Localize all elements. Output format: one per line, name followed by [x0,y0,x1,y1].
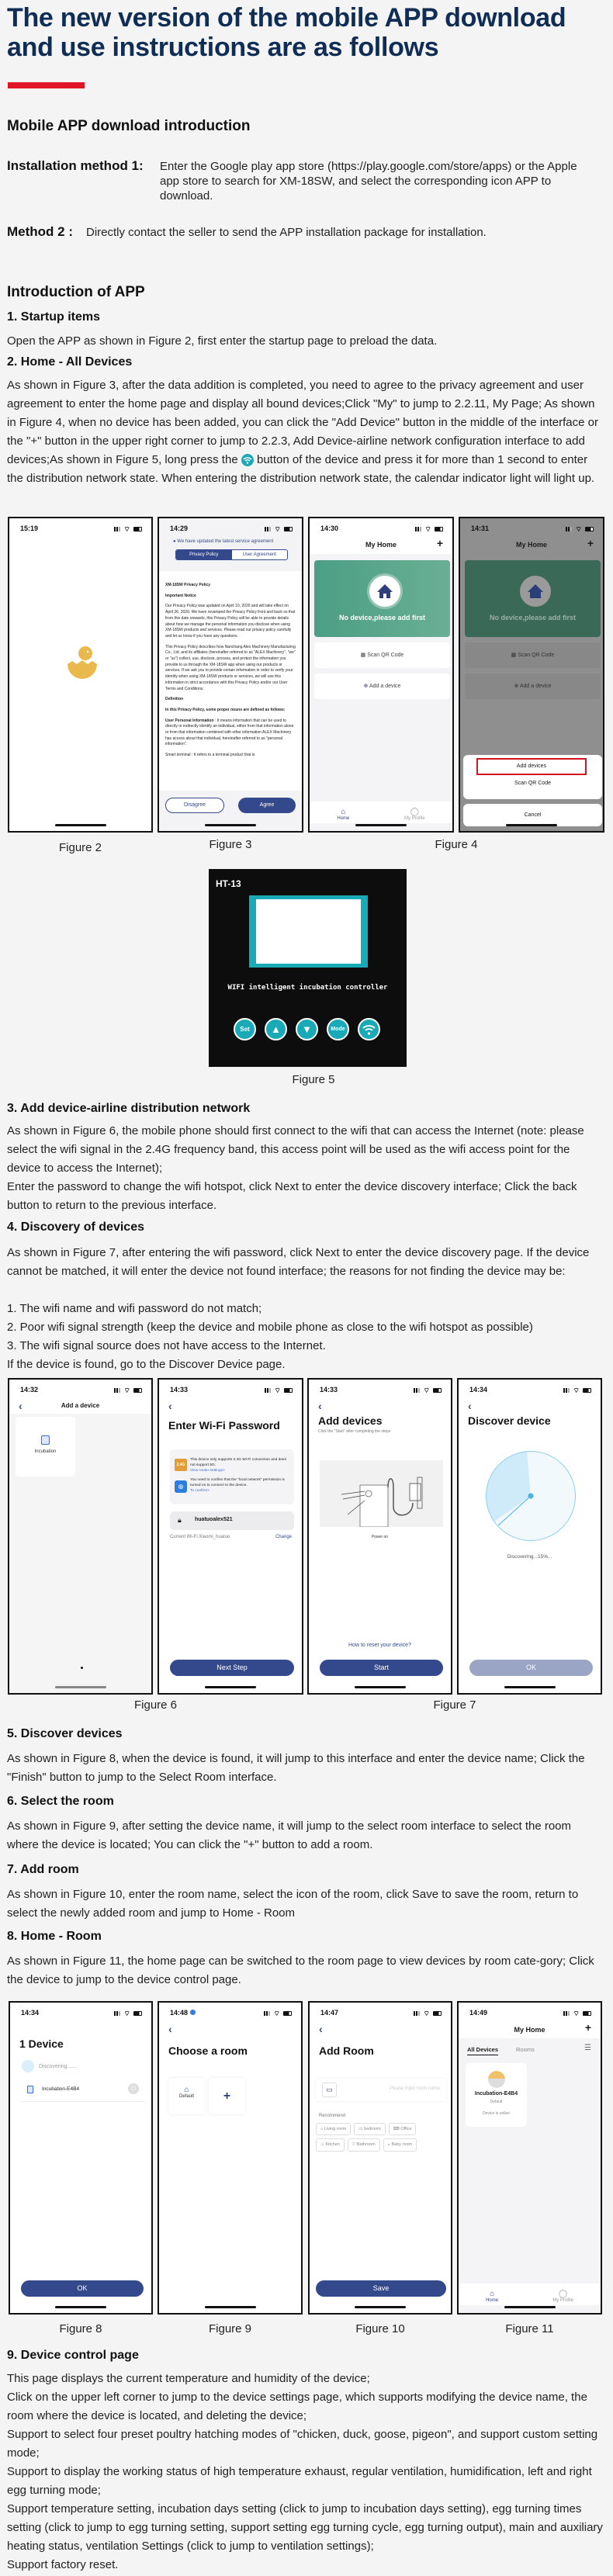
section-3-line-2: Enter the password to change the wifi hotspot, click Next to enter the device discovery interface; Click the back button to return to the previous interface. [7,1180,577,1212]
location-icon [190,2010,196,2015]
power-on-illustration [320,1460,443,1527]
tab-rooms[interactable]: Rooms [516,2046,535,2053]
ok-button[interactable]: OK [21,2280,144,2297]
room-chip-bathroom[interactable]: ⛆ Bathroom [348,2138,380,2152]
save-button[interactable]: Save [316,2280,446,2297]
home-icon: ⌂ [184,2086,189,2094]
change-wifi-link[interactable]: Change [275,1535,292,1539]
figure-2-startup-screen: 15:19 ⌔ [8,517,153,833]
section-3-title: 3. Add device-airline distribution network [7,1102,251,1115]
incubator-icon [41,1435,50,1445]
nav-profile[interactable]: ◯ My Profile [404,808,425,821]
discovering-spinner-icon [22,2060,34,2072]
set-button[interactable]: Set [234,1018,256,1040]
section-7-title: 7. Add room [7,1863,79,1876]
accent-divider [8,82,85,88]
room-chip-kitchen[interactable]: ♨ Kitchen [316,2138,345,2152]
download-heading: Mobile APP download introduction [7,118,251,134]
section-4-line-1: As shown in Figure 7, after entering the wifi password, click Next to enter the device discovery page. If the device cannot be matched, it will enter the device not found interface; the reasons for not finding the device may be: [7,1246,590,1278]
figure-7-caption: Figure 7 [433,1698,476,1712]
back-icon[interactable]: ‹ [168,2023,172,2035]
figure-6-add-device: 14:32 ⌔ ‹ Add a device Incubation [8,1378,153,1695]
section-4-line-5: If the device is found, go to the Discover Device page. [7,1358,286,1371]
incubator-icon [27,2086,33,2093]
radar-scan-icon [486,1451,576,1541]
nav-home[interactable]: ⌂ Home [337,808,350,821]
figure-11-caption: Figure 11 [505,2322,554,2335]
room-default[interactable]: ⌂ Default [168,2078,205,2114]
figure-5-controller-panel: HT-13 WIFI intelligent incubation controller Set ▲ ▼ Mode [209,869,407,1067]
router-settings-link[interactable]: View router settings> [190,1469,225,1473]
method1-text: Enter the Google play app store (https://play.google.com/store/apps) or the Apple app store to search for XM-18SW, and select the corresponding icon APP to download. [160,160,577,203]
section-4-line-4: 3. The wifi signal source does not have access to the Internet. [7,1339,326,1352]
section-5-title: 5. Discover devices [7,1727,123,1740]
add-plus-button[interactable]: + [584,2021,591,2034]
room-name-input[interactable]: ▭ Please input room name [316,2079,446,2101]
figure-7-add-devices: 14:33 ⌔ ‹ Add devices Click the "Start" after completing the steps Power on How to reset your device? Start [307,1378,452,1695]
tab-privacy-policy[interactable]: Privacy Policy [176,550,232,559]
figure-6-caption: Figure 6 [133,1698,178,1712]
wifi-password-input[interactable]: 🔒︎ huatuoalex521 [170,1511,294,1530]
home-icon [520,576,551,607]
section-3-line-1: As shown in Figure 6, the mobile phone should first connect to the wifi that can access the Internet (note: please select the wifi signal in the 2.4G frequency band, this access point will be used as the wifi access point for the device to access the Internet); [7,1124,584,1175]
lock-icon: 🔒︎ [178,1516,182,1524]
section-1-title: 1. Startup items [7,310,101,324]
method1-label: Installation method 1: [7,158,144,173]
back-icon[interactable]: ‹ [468,1400,472,1412]
chick-logo-icon [67,644,98,683]
figure-5-caption: Figure 5 [292,1073,335,1086]
privacy-text: XM-18SW Privacy Policy Important Notice Our Privacy Policy was updated on April 10, 2020 and will take effect on April 26, 2020. We have revamped the Privacy Policy front and back so that from this date onwards, this Privacy Policy will be able to provide details about how we manage the personal information you disclose when using XM-18SW products and services. Please read our privacy policy carefully and let us know if you have any questions. This Privacy Policy describes how Nanchang Alex Machinery Manufacturing Co., Ltd. and its affiliates (hereinafter referred to as "ALEX Machinery", "we" or "us") collect, use, disclose, process, and protect the information you provide to us through the XM-18SW app when using our products or services. If we ask you to provide certain information in order to verify your identity when using XM-18SW products or services, we will use this information in strict accordance with this Privacy Policy and/or our User Terms and Conditions. Definition In this Privacy Policy, some proper nouns are defined as follows: User Personal Information : It means information that can be used to directly or indirectly identify an individual, either from that information alone or from that information combined with other information ALEX Machinery has access about that individual, hereinafter referred to as "personal information". Smart terminal : It refers to a terminal product that is [159,571,302,791]
section-4-title: 4. Discovery of devices [7,1220,144,1234]
wifi-button[interactable] [358,1018,380,1040]
egg-icon [488,2071,505,2088]
figure-6-wifi-password: 14:33 ⌔ ‹ Enter Wi-Fi Password 2.4G This device only supports 2.4G Wi-Fi connection and does not support 5G. View router settings> ⊕ You need to confirm that the "local network" permission is turned on to connect to the device. To confirm> 🔒︎ huatuoalex521 Current Wi-Fi:Xiaomi_huatuo Change Next Step [158,1378,303,1695]
room-chip-bedroom[interactable]: ▭ bedroom [354,2123,385,2135]
section-4-line-2: 1. The wifi name and wifi password do not match; [7,1302,262,1315]
ok-button-disabled[interactable]: OK [469,1660,593,1676]
figure-10-caption: Figure 10 [355,2322,405,2335]
wifi-button-icon [241,454,254,466]
room-chip-office[interactable]: ⌨ Office [389,2123,417,2135]
next-step-button[interactable]: Next Step [170,1660,294,1676]
lcd-screen [256,899,361,964]
method2-text: Directly contact the seller to send the APP installation package for installation. [86,226,487,239]
2.4g-badge-icon: 2.4G [175,1459,187,1471]
power-icon[interactable]: ⏻ [128,2083,139,2094]
wifi-icon [359,1020,379,1039]
start-button[interactable]: Start [320,1660,443,1676]
section-9-line-3: Support to select four preset poultry hatching modes of "chicken, duck, goose, pigeon", and support custom setting mode; [7,2428,598,2460]
back-icon[interactable]: ‹ [168,1400,172,1412]
menu-icon[interactable]: ☰ [584,2044,591,2052]
up-button[interactable]: ▲ [265,1018,287,1040]
intro-heading: Introduction of APP [7,284,145,300]
room-chip-baby-room[interactable]: ◒ Baby room [383,2138,417,2152]
confirm-link[interactable]: To confirm> [190,1489,210,1493]
tab-user-agreement[interactable]: User Agreement [232,550,288,559]
section-9-line-5: Support temperature setting, incubation days setting (click to jump to incubation days setting), egg turning times setting (click to jump to egg turning setting, support setting egg turning cycle, egg turning output), main and auxiliary heating status, ventilation Settings (click to jump to ventilation settings); [7,2502,603,2553]
room-chip-living-room[interactable]: ⌂ Living room [316,2123,351,2135]
back-icon[interactable]: ‹ [19,1400,23,1412]
back-icon[interactable]: ‹ [319,2023,323,2035]
section-8-text: As shown in Figure 11, the home page can be switched to the room page to view devices by room cate-gory; Click the device to jump to the device control page. [7,1955,594,1986]
section-9-line-2: Click on the upper left corner to jump to the device settings page, which supports modifying the device name, the room where the device is located, and deleting the device; [7,2391,587,2422]
incubation-device-tile[interactable]: Incubation [16,1417,75,1477]
back-icon[interactable]: ‹ [318,1400,322,1412]
figure-4-home-action-sheet: 14:31 ⌔ My Home + No device,please add first ▦ Scan QR Code ⊕ Add a device Add devices Scan QR Code Cancel [459,517,604,833]
figure-7-discover-device: 14:34 ⌔ ‹ Discover device Discovering...15%... OK [457,1378,602,1695]
bed-icon: ▭ [322,2083,337,2097]
figure-4-caption: Figure 4 [435,838,478,851]
figure-9-choose-room: 14:48 ⌔ ‹ Choose a room ⌂ Default + [158,2001,303,2315]
section-5-text: As shown in Figure 8, when the device is found, it will jump to this interface and enter the device name; Click the "Finish" button to jump to the Select Room interface. [7,1752,585,1784]
figure-4-home-empty: 14:30 ⌔ My Home + No device,please add first ▦ Scan QR Code ⊕ Add a device ⌂ Home ◯ My Profile [308,517,454,833]
reset-help-link[interactable]: How to reset your device? [348,1643,411,1648]
section-4-line-3: 2. Poor wifi signal strength (keep the device and mobile phone as close to the wifi hotspot as possible) [7,1321,533,1334]
figure-11-home-all-devices: 14:49 ⌔ My Home + All Devices Rooms ☰ Incubation-E4B4 Default Device is online ⌂ Home ◯ My Profile [457,2001,602,2315]
device-card[interactable]: Incubation-E4B4 Default Device is online [466,2063,527,2127]
tab-all-devices[interactable]: All Devices [467,2046,498,2055]
section-9-line-1: This page displays the current temperature and humidity of the device; [7,2372,370,2385]
section-9-line-4: Support to display the working status of high temperature exhaust, regular ventilation, humidification, left and right egg turning mode; [7,2465,592,2497]
section-9-line-6: Support factory reset. [7,2558,119,2571]
sheet-scan-qr[interactable]: Scan QR Code [514,781,552,786]
section-2-title: 2. Home - All Devices [7,355,133,369]
add-room-button[interactable]: + [209,2078,245,2114]
agree-button[interactable]: Agree [238,798,296,813]
add-plus-button[interactable]: + [436,537,443,549]
nav-home[interactable]: ⌂ Home [486,2290,499,2303]
discover-progress: Discovering...15%... [507,1554,552,1560]
home-icon [369,576,400,607]
figure-3-caption: Figure 3 [209,838,252,851]
method2-label: Method 2 : [7,224,73,239]
scan-qr-button[interactable]: ▦ Scan QR Code [314,642,450,668]
section-6-title: 6. Select the room [7,1795,114,1808]
section-8-title: 8. Home - Room [7,1930,102,1943]
figure-3-privacy-screen: 14:29 ⌔ ● We have updated the latest service agreement Privacy Policy User Agreement XM-18SW Privacy Policy Important Notice Our Privacy Policy was updated on April 10, 2020 and will take effect on April 26, 2020. We have revamped the Privacy Policy front and back so that from this date onwards, this Privacy Policy will be able to provide details about how we manage the personal information you disclose when using XM-18SW products and services. Please read our privacy policy carefully and let us know if you have any questions. This Privacy Policy describes how Nanchang Alex Machinery Manufacturing Co., Ltd. and its affiliates (hereinafter referred to as "ALEX Machinery", "we" or "us") collect, use, disclose, process, and protect the information you provide to us through the XM-18SW app when using our products or services. If we ask you to provide certain information in order to verify your identity when using XM-18SW products or services, we will use this information in strict accordance with this Privacy Policy and/or our User Terms and Conditions. Definition In this Privacy Policy, some proper nouns are defined as follows: User Personal Information : It means information that can be used to directly or indirectly identify an individual, either from that information alone or from that information combined with other information ALEX Machinery has access about that individual, hereinafter referred to as "personal information". Smart terminal : It refers to a terminal product that is Disagree Agree [158,517,303,833]
figure-8-device-found: 14:34 ⌔ 1 Device Discovering...... Incubation-E4B4 ⏻ OK [9,2001,153,2315]
found-device-row[interactable]: Incubation-E4B4 ⏻ [21,2080,145,2102]
mode-button[interactable]: Mode [327,1018,349,1040]
sheet-add-devices[interactable]: Add devices [476,758,587,775]
figure-2-caption: Figure 2 [58,841,102,854]
section-6-text: As shown in Figure 9, after setting the device name, it will jump to the select room interface to select the room where the device is located; You can click the "+" button to add a room. [7,1819,572,1851]
figure-8-caption: Figure 8 [59,2322,102,2335]
section-7-text: As shown in Figure 10, enter the room name, select the icon of the room, click Save to save the room, return to select the newly added room and jump to Home - Room [7,1888,579,1920]
disagree-button[interactable]: Disagree [165,798,224,813]
page-title: The new version of the mobile APP download and use instructions are as follows [7,3,566,62]
sheet-cancel[interactable]: Cancel [463,804,602,826]
down-button[interactable]: ▼ [296,1018,318,1040]
section-9-title: 9. Device control page [7,2349,139,2362]
globe-icon: ⊕ [175,1480,187,1493]
nav-profile[interactable]: ◯ My Profile [552,2290,573,2303]
figure-10-add-room: 14:47 ⌔ ‹ Add Room ▭ Please input room name Recommend ⌂ Living room ▭ bedroom ⌨ Office ♨ Kitchen ⛆ Bathroom ◒ Baby room Save [308,2001,452,2315]
add-device-button[interactable]: ⊕ Add a device [314,673,450,699]
section-2-text: As shown in Figure 3, after the data addition is completed, you need to agree to the privacy agreement and user agreement to enter the home page and display all bound devices;Click "My" to jump to 2.2.11, My Page; As shown in Figure 4, when no device has been added, you can click the "Add Device" button in the middle of the interface or the "+" button in the upper right corner to jump to 2.2.3, Add Device-airline network configuration interface to add devices;As shown in Figure 5, long press the button of the device and press it for more than 1 second to enter the distribution network state. When entering the distribution network state, the calendar indicator light will light up. [7,379,598,485]
section-1-text: Open the APP as shown in Figure 2, first enter the startup page to preload the data. [7,334,438,348]
figure-9-caption: Figure 9 [208,2322,252,2335]
